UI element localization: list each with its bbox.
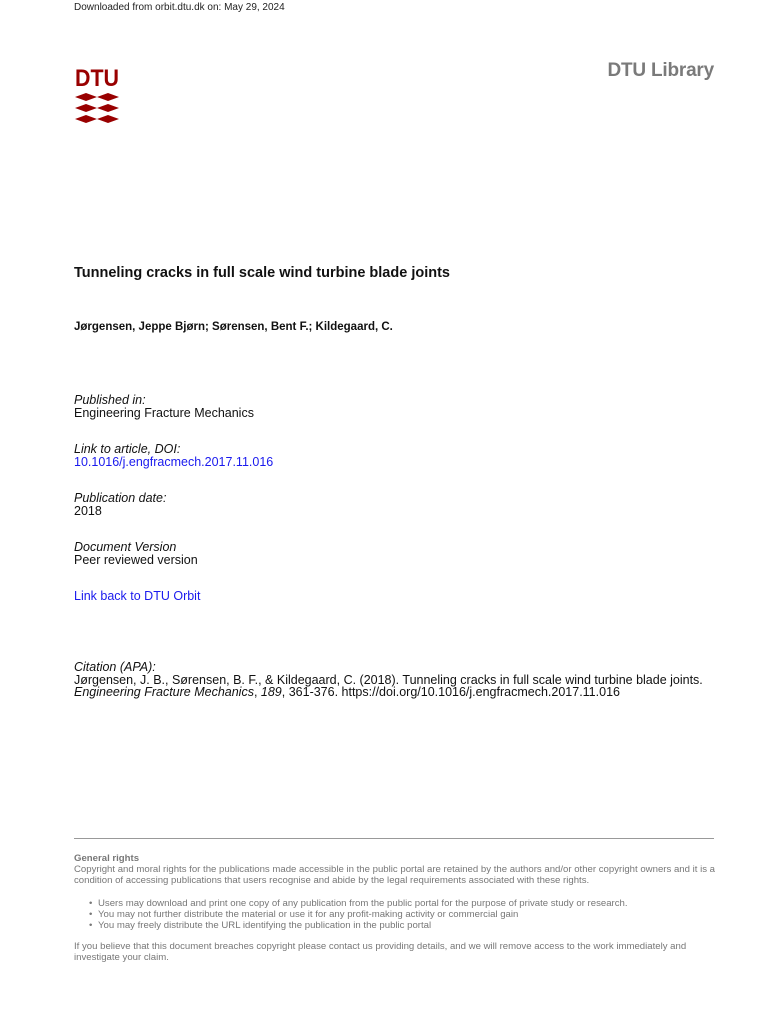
authors: Jørgensen, Jeppe Bjørn; Sørensen, Bent F.; Kildegaard, C. [74, 321, 393, 333]
rights-heading: General rights [74, 853, 140, 864]
rights-bullet: • Users may download and print one copy of any publication from the public portal for the purpose of private study or research. [98, 898, 718, 909]
dtu-logo-text: DTU [75, 65, 119, 92]
citation-volume: 189 [260, 685, 282, 699]
download-note: Downloaded from orbit.dtu.dk on: May 29, 2024 [74, 2, 285, 13]
doi-link[interactable]: 10.1016/j.engfracmech.2017.11.016 [74, 454, 274, 469]
general-rights [74, 853, 718, 963]
rights-closing: If you believe that this document breaches copyright please contact us providing details, and we will remove access to the work immediately and investigate your claim. [74, 941, 687, 963]
published-in-value: Engineering Fracture Mechanics [74, 405, 254, 420]
citation-text [74, 674, 714, 699]
dtu-logo [74, 64, 120, 126]
publication-date-block [74, 492, 166, 517]
citation-part1: Jørgensen, J. B., Sørensen, B. F., & Kildegaard, C. (2018). Tunneling cracks in full scale wind turbine blade joints. [74, 672, 703, 687]
citation-sep: , [253, 685, 261, 699]
citation-part2: , 361-376. https://doi.org/10.1016/j.engfracmech.2017.11.016 [281, 685, 620, 699]
publication-date-value: 2018 [74, 503, 102, 518]
doi-block [74, 443, 273, 468]
dtu-library-label: DTU Library [607, 60, 714, 81]
publication-date-label: Publication date: [74, 491, 167, 505]
document-version-block [74, 541, 198, 566]
orbit-link[interactable]: Link back to DTU Orbit [74, 589, 201, 603]
divider [74, 838, 714, 839]
dtu-logo-mark [75, 93, 119, 123]
doi-label: Link to article, DOI: [74, 442, 181, 456]
citation-label: Citation (APA): [74, 660, 156, 674]
citation-block [74, 661, 714, 699]
rights-bullet: • You may freely distribute the URL identifying the publication in the public portal [98, 920, 718, 931]
rights-list [74, 898, 718, 931]
document-version-value: Peer reviewed version [74, 552, 198, 567]
published-in-block [74, 394, 254, 419]
rights-intro: Copyright and moral rights for the publications made accessible in the public portal are retained by the authors and/or other copyright owners and it is a condition of accessing publications that users recognise and abide by the legal requirements associated with these rights. [74, 864, 716, 886]
document-title: Tunneling cracks in full scale wind turbine blade joints [74, 265, 450, 281]
rights-bullet: • You may not further distribute the material or use it for any profit-making activity or commercial gain [98, 909, 718, 920]
document-version-label: Document Version [74, 540, 177, 554]
published-in-label: Published in: [74, 393, 146, 407]
citation-journal: Engineering Fracture Mechanics [74, 685, 254, 699]
